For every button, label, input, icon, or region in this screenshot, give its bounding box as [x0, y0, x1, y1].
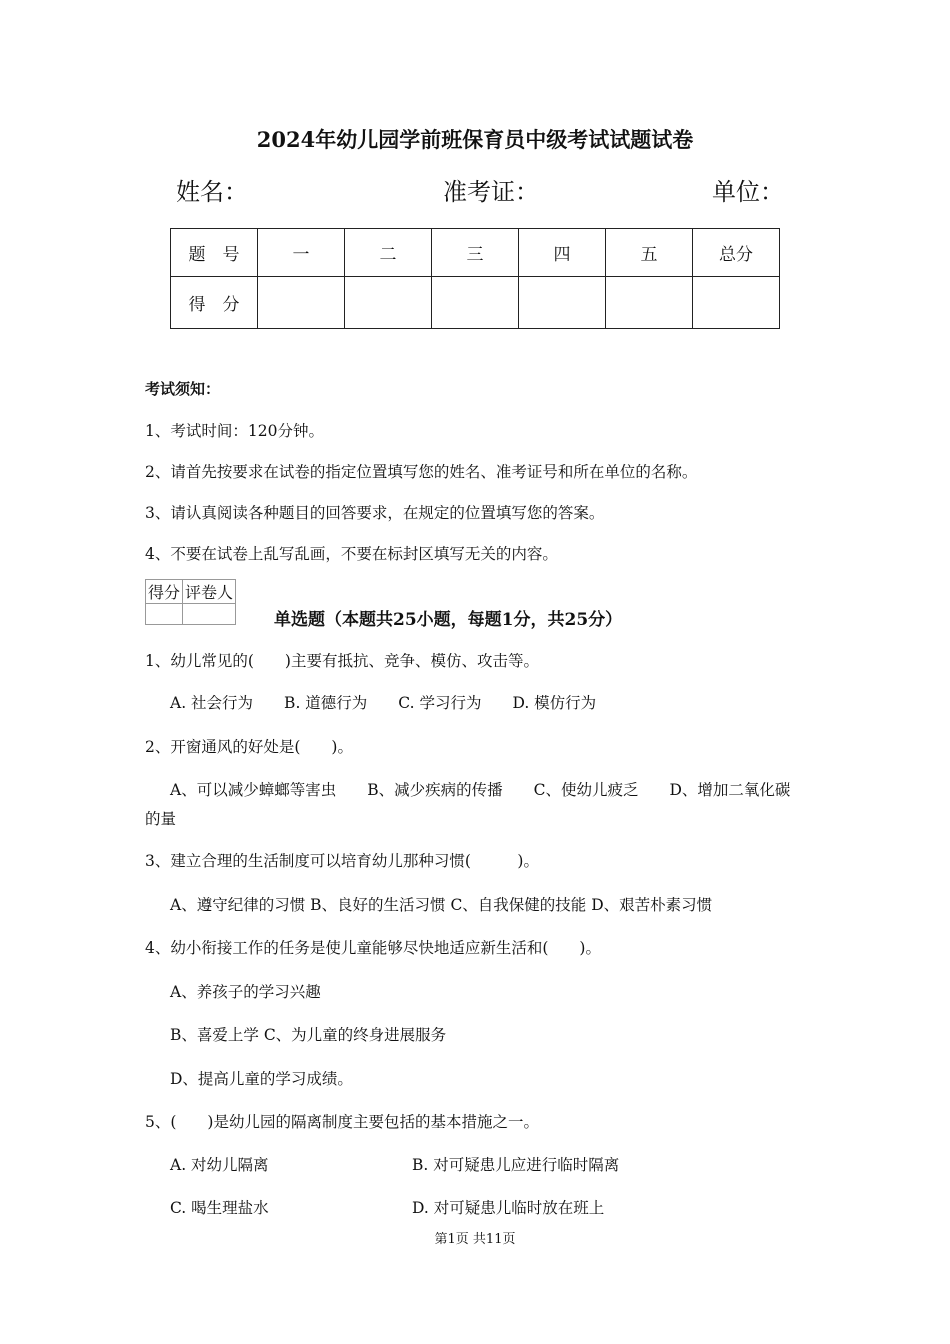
notice-item: 4、不要在试卷上乱写乱画，不要在标封区填写无关的内容。 [145, 545, 558, 563]
question-1-stem: 1、幼儿常见的( )主要有抵抗、竞争、模仿、攻击等。 [145, 652, 539, 670]
score-row-label: 得 分 [171, 277, 258, 329]
exam-number-field-label: 准考证： [443, 178, 539, 206]
notice-heading: 考试须知： [145, 380, 221, 398]
grader-name-cell [183, 604, 236, 625]
question-1-options: A. 社会行为 B. 道德行为 C. 学习行为 D. 模仿行为 [170, 694, 597, 712]
score-header-cell: 三 [432, 229, 519, 277]
score-table-header-row [171, 229, 780, 277]
score-header-cell: 五 [606, 229, 693, 277]
score-table-score-row [171, 277, 780, 329]
score-cell [693, 277, 780, 329]
grader-name-label: 评卷人 [183, 580, 236, 604]
question-2-stem: 2、开窗通风的好处是( )。 [145, 738, 353, 756]
score-cell [606, 277, 693, 329]
score-cell [258, 277, 345, 329]
page-footer: 第1页 共11页 [434, 1232, 516, 1247]
question-3-options: A、遵守纪律的习惯 B、良好的生活习惯 C、自我保健的技能 D、艰苦朴素习惯 [170, 896, 713, 914]
score-header-cell: 题 号 [171, 229, 258, 277]
question-3-stem: 3、建立合理的生活制度可以培育幼儿那种习惯( )。 [145, 852, 539, 870]
question-5-option-c: C. 喝生理盐水 [170, 1199, 269, 1217]
score-cell [519, 277, 606, 329]
grader-score-cell [146, 604, 183, 625]
score-cell [345, 277, 432, 329]
question-4-option-a: A、养孩子的学习兴趣 [170, 983, 321, 1001]
question-4-option-bc: B、喜爱上学 C、为儿童的终身进展服务 [170, 1026, 447, 1044]
score-header-cell: 一 [258, 229, 345, 277]
exam-title: 2024年幼儿园学前班保育员中级考试试题试卷 [256, 127, 694, 152]
notice-item: 3、请认真阅读各种题目的回答要求，在规定的位置填写您的答案。 [145, 504, 605, 522]
question-4-stem: 4、幼小衔接工作的任务是使儿童能够尽快地适应新生活和( )。 [145, 939, 601, 957]
score-cell [432, 277, 519, 329]
name-field-label: 姓名： [176, 178, 248, 206]
notice-item: 2、请首先按要求在试卷的指定位置填写您的姓名、准考证号和所在单位的名称。 [145, 463, 698, 481]
question-5-option-b: B. 对可疑患儿应进行临时隔离 [412, 1156, 620, 1174]
question-2-options: A、可以减少蟑螂等害虫 B、减少疾病的传播 C、使幼儿疲乏 D、增加二氧化碳 [170, 781, 791, 799]
question-2-options-wrap: 的量 [145, 810, 177, 828]
question-4-option-d: D、提高儿童的学习成绩。 [170, 1070, 353, 1088]
score-table [170, 228, 780, 329]
question-5-stem: 5、( )是幼儿园的隔离制度主要包括的基本措施之一。 [145, 1113, 539, 1131]
grader-score-label: 得分 [146, 580, 183, 604]
unit-field-label: 单位： [712, 178, 784, 206]
question-5-option-d: D. 对可疑患儿临时放在班上 [412, 1199, 605, 1217]
section-title: 单选题（本题共25小题，每题1分，共25分） [274, 610, 623, 630]
score-header-cell: 四 [519, 229, 606, 277]
score-header-cell: 二 [345, 229, 432, 277]
grader-box [145, 579, 236, 625]
question-5-option-a: A. 对幼儿隔离 [170, 1156, 269, 1174]
score-header-cell: 总分 [693, 229, 780, 277]
notice-item: 1、考试时间：120分钟。 [145, 422, 324, 440]
